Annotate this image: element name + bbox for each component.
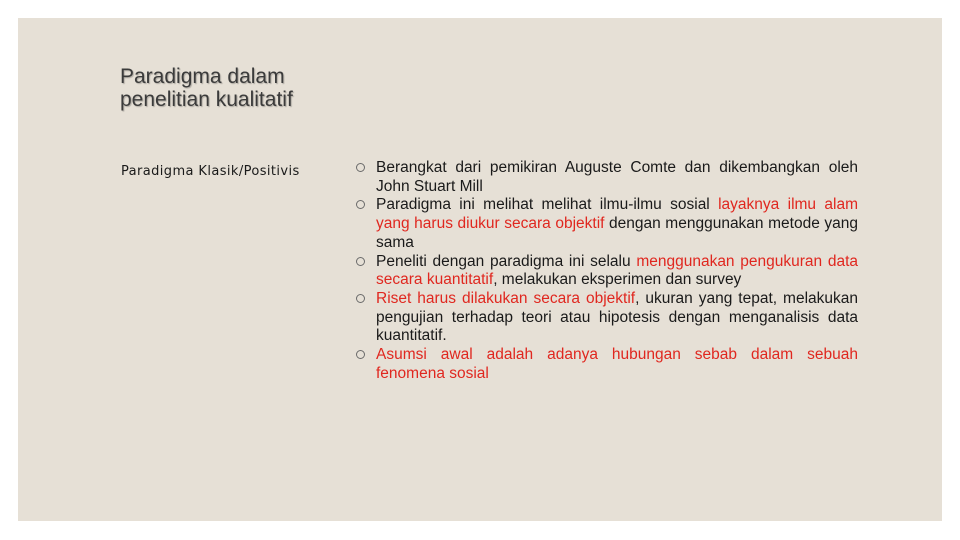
title-line-2: penelitian kualitatif (120, 88, 293, 111)
bullet-text: , melakukan eksperimen dan survey (493, 271, 742, 289)
highlighted-text: Riset harus dilakukan secara objektif (376, 289, 636, 307)
slide (18, 18, 942, 521)
bullet-text: Peneliti dengan paradigma ini selalu (376, 252, 637, 270)
highlighted-text: layaknya ilmu alam yang harus diukur secara objektif (376, 196, 858, 233)
paradigm-label: Paradigma Klasik/Positivis (121, 164, 300, 179)
hollow-circle-icon (356, 350, 365, 359)
bullet-item (376, 290, 858, 346)
hollow-circle-icon (356, 294, 365, 303)
bullet-item (376, 346, 858, 383)
bullet-item (376, 253, 858, 290)
hollow-circle-icon (356, 200, 365, 209)
bullet-text: , ukuran yang tepat, melakukan pengujian terhadap teori atau hipotesis dengan menganalisis data kuantitatif. (376, 289, 858, 345)
highlighted-text: Asumsi awal adalah adanya hubungan sebab dalam sebuah fenomena sosial (376, 346, 858, 382)
hollow-circle-icon (356, 257, 365, 266)
bullet-text: Paradigma ini melihat melihat ilmu-ilmu sosial (376, 196, 719, 214)
title-line-1: Paradigma dalam (120, 65, 285, 88)
bullet-list (376, 159, 858, 383)
bullet-item (376, 196, 858, 252)
bullet-item (376, 159, 858, 196)
bullet-text: Berangkat dari pemikiran Auguste Comte dan dikembangkan oleh John Stuart Mill (376, 159, 858, 195)
slide-title (120, 65, 420, 111)
hollow-circle-icon (356, 163, 365, 172)
highlighted-text: menggunakan pengukuran data secara kuantitatif (376, 252, 858, 289)
bullet-text: dengan menggunakan metode yang sama (376, 215, 858, 251)
